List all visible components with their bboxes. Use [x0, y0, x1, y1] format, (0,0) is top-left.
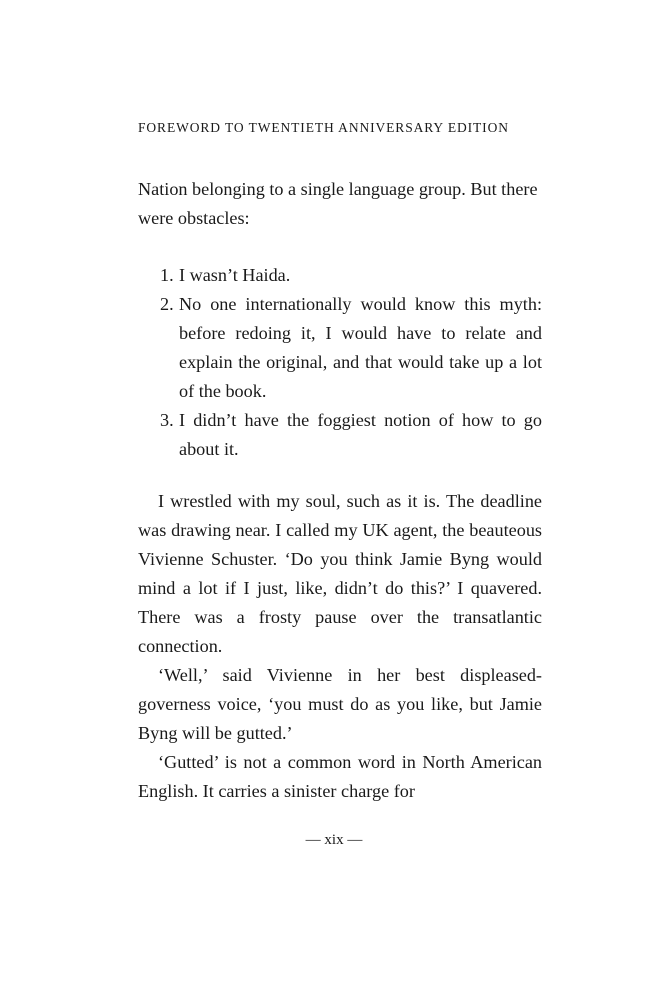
- list-item: [138, 290, 542, 406]
- list-item-number: 3.: [160, 410, 174, 430]
- body-paragraph: I wrestled with my soul, such as it is. The deadline was drawing near. I called my UK agent, the beauteous Vivienne Schuster. ‘Do you think Jamie Byng would mind a lot if I just, like, didn’t do this?’ I quavered. There was a frosty pause over the transatlantic connection.: [138, 491, 542, 656]
- list-item-number: 2.: [160, 294, 174, 314]
- running-head: FOREWORD TO TWENTIETH ANNIVERSARY EDITION: [138, 120, 509, 135]
- body-paragraph: ‘Well,’ said Vivienne in her best displeased-governess voice, ‘you must do as you like, but Jamie Byng will be gutted.’: [138, 665, 542, 743]
- intro-paragraph: Nation belonging to a single language group. But there were obstacles:: [138, 179, 538, 228]
- body-paragraph: ‘Gutted’ is not a common word in North American English. It carries a sinister charge for: [138, 752, 542, 801]
- page-number: — xix —: [305, 832, 363, 848]
- list-item: [138, 406, 542, 464]
- list-item: [138, 261, 542, 290]
- body-text: [138, 487, 542, 806]
- list-item-text: I wasn’t Haida.: [179, 265, 291, 285]
- obstacles-list: [138, 261, 542, 464]
- intro-paragraph-block: [138, 175, 542, 233]
- list-item-number: 1.: [160, 265, 174, 285]
- list-item-text: No one internationally would know this myth: before redoing it, I would have to relate and explain the original, and that would take up a lot of the book.: [179, 294, 542, 401]
- list-item-text: I didn’t have the foggiest notion of how to go about it.: [179, 410, 542, 459]
